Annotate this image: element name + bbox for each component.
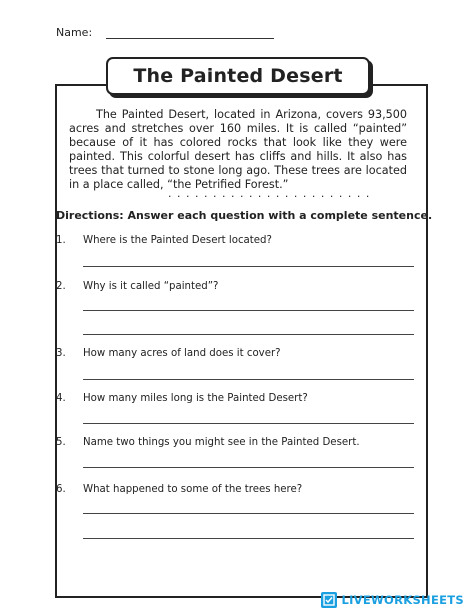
question-text: Why is it called “painted”?	[83, 281, 219, 292]
directions-text: Directions: Answer each question with a complete sentence.	[56, 209, 433, 222]
answer-line-3a[interactable]	[83, 379, 414, 380]
question-3	[56, 348, 281, 359]
question-number: 2.	[56, 281, 66, 292]
question-number: 3.	[56, 348, 66, 359]
answer-line-4a[interactable]	[83, 423, 414, 424]
question-text: How many acres of land does it cover?	[83, 348, 281, 359]
answer-line-6b[interactable]	[83, 538, 414, 539]
liveworksheets-logo-icon	[321, 592, 337, 608]
page-title: The Painted Desert	[133, 65, 343, 87]
question-1	[56, 235, 272, 246]
name-row	[56, 26, 274, 39]
question-number: 6.	[56, 484, 66, 495]
question-5	[56, 437, 360, 448]
name-label: Name:	[56, 26, 93, 39]
title-box	[106, 57, 370, 95]
question-text: Name two things you might see in the Painted Desert.	[83, 437, 360, 448]
brand-name: LIVEWORKSHEETS	[341, 593, 464, 607]
answer-line-1a[interactable]	[83, 266, 414, 267]
question-text: Where is the Painted Desert located?	[83, 235, 272, 246]
question-2	[56, 281, 218, 292]
answer-line-2a[interactable]	[83, 310, 414, 311]
question-6	[56, 484, 302, 495]
question-4	[56, 393, 308, 404]
answer-line-2b[interactable]	[83, 334, 414, 335]
question-number: 1.	[56, 235, 66, 246]
question-text: How many miles long is the Painted Desert?	[83, 393, 308, 404]
answer-line-6a[interactable]	[83, 513, 414, 514]
footer-branding	[321, 592, 464, 608]
question-text: What happened to some of the trees here?	[83, 484, 303, 495]
question-number: 5.	[56, 437, 66, 448]
reading-passage: The Painted Desert, located in Arizona, covers 93,500 acres and stretches over 160 miles. It is called “painted” because of it has colored rocks that look like they were painted. This colorful desert has cliffs and hills. It also has trees that turned to stone long ago. These trees are located in a place called, “the Petrified Forest.”	[69, 108, 407, 191]
dotted-separator: . . . . . . . . . . . . . . . . . . . . . . .	[168, 187, 371, 200]
name-field[interactable]	[106, 28, 274, 39]
question-number: 4.	[56, 393, 66, 404]
answer-line-5a[interactable]	[83, 467, 414, 468]
